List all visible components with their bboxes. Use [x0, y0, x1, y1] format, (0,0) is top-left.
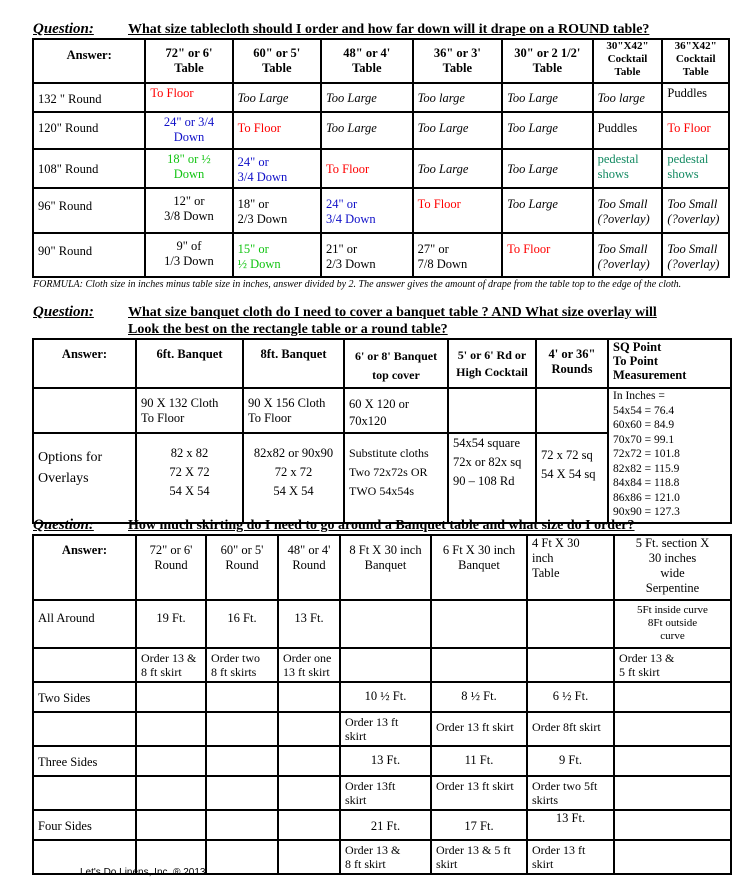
row-label-two-sides: Two Sides: [33, 682, 136, 712]
cell: Order 13 ft skirt: [527, 840, 614, 874]
question-label-2: Question:: [33, 304, 94, 320]
cell: 16 Ft.: [206, 600, 278, 648]
cell: 19 Ft.: [136, 600, 206, 648]
cell: [206, 682, 278, 712]
cell: [448, 388, 536, 433]
cell: [206, 776, 278, 810]
cell: [278, 810, 340, 840]
cell: Too large: [413, 83, 502, 112]
cell: Too Small (?overlay): [593, 188, 663, 233]
cell: [206, 840, 278, 874]
options-for-overlays-label: Options for Overlays: [33, 433, 136, 522]
cell: [136, 682, 206, 712]
cell: [614, 712, 731, 746]
question-label-3: Question:: [33, 517, 94, 533]
cell: Too large: [593, 83, 663, 112]
cell: 18" or ½ Down: [145, 149, 232, 188]
table-row: [33, 712, 731, 746]
cell: Order 13ft skirt: [340, 776, 431, 810]
header-banquet-top-cover: 6' or 8' Banquet top cover: [344, 339, 448, 388]
row-label-three-sides: Three Sides: [33, 746, 136, 776]
cell: Substitute cloths Two 72x72s OR TWO 54x54s: [344, 433, 448, 522]
cell: [206, 712, 278, 746]
header-48-table: 48" or 4' Table: [321, 39, 413, 83]
cell: 6 ½ Ft.: [527, 682, 614, 712]
table-row: [33, 600, 731, 648]
header-8ft-banquet: 8 Ft X 30 inch Banquet: [340, 535, 431, 600]
cell: [278, 746, 340, 776]
cell: 5Ft inside curve 8Ft outside curve: [614, 600, 731, 648]
cell: [278, 776, 340, 810]
question-text-1: What size tablecloth should I order and how far down will it drape on a ROUND table?: [128, 22, 650, 37]
header-60-table: 60" or 5' Table: [233, 39, 321, 83]
row-label-132: 132 " Round: [33, 83, 145, 112]
cell: 21 Ft.: [340, 810, 431, 840]
question-text-2a: What size banquet cloth do I need to cover a banquet table ? AND What size overlay will: [128, 305, 657, 320]
cell: Too Large: [502, 83, 593, 112]
cell: To Floor: [145, 83, 232, 112]
formula-note: FORMULA: Cloth size in inches minus table size in inches, answer divided by 2. The answer gives the amount of drape from the table top to the edge of the cloth.: [33, 279, 682, 290]
cell: Order 13 ft skirt: [431, 712, 527, 746]
cell: Order 13 & 8 ft skirt: [136, 648, 206, 682]
cell: 13 Ft.: [340, 746, 431, 776]
cell: [340, 600, 431, 648]
cell: Order 13 ft skirt: [340, 712, 431, 746]
cell: 60 X 120 or 70x120: [344, 388, 448, 433]
cell: Order one 13 ft skirt: [278, 648, 340, 682]
header-rd-high-cocktail: 5' or 6' Rd or High Cocktail: [448, 339, 536, 388]
table-row: [33, 746, 731, 776]
cell: Too Large: [502, 112, 593, 149]
cell: Order 13 & 5 ft skirt: [614, 648, 731, 682]
question-label-1: Question:: [33, 21, 94, 37]
empty-cell: [33, 648, 136, 682]
cell: Too Large: [502, 188, 593, 233]
header-4ft-rounds: 4' or 36" Rounds: [536, 339, 608, 388]
cell: [136, 776, 206, 810]
row-label-all-around: All Around: [33, 600, 136, 648]
cell: [614, 840, 731, 874]
cell: [614, 810, 731, 840]
cell: Too Small (?overlay): [593, 233, 663, 277]
header-serpentine: 5 Ft. section X 30 inches wide Serpentine: [614, 535, 731, 600]
cell: [206, 746, 278, 776]
question-text-2b: Look the best on the rectangle table or a round table?: [128, 322, 448, 337]
cell: 24" or 3/4 Down: [321, 188, 413, 233]
cell: 82x82 or 90x90 72 x 72 54 X 54: [243, 433, 344, 522]
cell: To Floor: [662, 112, 729, 149]
cell: Too Large: [321, 112, 413, 149]
header-60-round: 60" or 5' Round: [206, 535, 278, 600]
header-8ft-banquet: 8ft. Banquet: [243, 339, 344, 388]
banquet-cloth-chart: [32, 338, 732, 524]
cell: [278, 682, 340, 712]
empty-cell: [33, 712, 136, 746]
header-36-table: 36" or 3' Table: [413, 39, 502, 83]
cell: [614, 746, 731, 776]
table-row: [33, 776, 731, 810]
cell: 17 Ft.: [431, 810, 527, 840]
cell: pedestal shows: [662, 149, 729, 188]
round-table-chart: [32, 38, 730, 278]
cell: 21" or 2/3 Down: [321, 233, 413, 277]
cell: [136, 746, 206, 776]
cell: 72 x 72 sq 54 X 54 sq: [536, 433, 608, 522]
header-30-table: 30" or 2 1/2' Table: [502, 39, 593, 83]
cell: 54x54 square 72x or 82x sq 90 – 108 Rd: [448, 433, 536, 522]
cell: [614, 682, 731, 712]
sq-point-measurements: In Inches = 54x54 = 76.4 60x60 = 84.9 70x70 = 99.1 72x72 = 101.8 82x82 = 115.9 84x84 = 118.8 86x86 = 121.0 90x90 = 127.3: [608, 388, 731, 523]
table-row: [33, 112, 729, 149]
header-sq-point-measurement: SQ Point To Point Measurement: [608, 339, 731, 388]
cell: pedestal shows: [593, 149, 663, 188]
header-6ft-banquet: 6 Ft X 30 inch Banquet: [431, 535, 527, 600]
cell: Order 13 ft skirt: [431, 776, 527, 810]
row-label-four-sides: Four Sides: [33, 810, 136, 840]
cell: 24" or 3/4 Down: [145, 112, 232, 149]
cell: Too Large: [321, 83, 413, 112]
empty-cell: [33, 388, 136, 433]
cell: 15" or ½ Down: [233, 233, 321, 277]
cell: Order two 8 ft skirts: [206, 648, 278, 682]
question-text-3: How much skirting do I need to go around a Banquet table and what size do I order?: [128, 518, 635, 533]
cell: [536, 388, 608, 433]
cell: Order 13 & 5 ft skirt: [431, 840, 527, 874]
cell: 11 Ft.: [431, 746, 527, 776]
header-30x42-cocktail: 30"X42" Cocktail Table: [593, 39, 663, 83]
answer-label-2: Answer:: [33, 339, 136, 388]
cell: 27" or 7/8 Down: [413, 233, 502, 277]
cell: 10 ½ Ft.: [340, 682, 431, 712]
table-row: [33, 648, 731, 682]
header-36x42-cocktail: 36"X42" Cocktail Table: [662, 39, 729, 83]
cell: To Floor: [233, 112, 321, 149]
cell: Too Large: [233, 83, 321, 112]
cell: 9" of 1/3 Down: [145, 233, 232, 277]
header-72-round: 72" or 6' Round: [136, 535, 206, 600]
footer-copyright: Let's Do Linens, Inc. ® 2013: [80, 867, 206, 878]
cell: [278, 712, 340, 746]
empty-cell: [33, 776, 136, 810]
table-row: [33, 388, 731, 433]
row-label-90: 90" Round: [33, 233, 145, 277]
cell: 9 Ft.: [527, 746, 614, 776]
answer-label-3: Answer:: [33, 535, 136, 600]
cell: 82 x 82 72 X 72 54 X 54: [136, 433, 243, 522]
row-label-120: 120" Round: [33, 112, 145, 149]
cell: [136, 810, 206, 840]
cell: [278, 840, 340, 874]
cell: To Floor: [413, 188, 502, 233]
cell: Too Small (?overlay): [662, 188, 729, 233]
cell: 13 Ft.: [527, 810, 614, 840]
table-row: [33, 682, 731, 712]
cell: 24" or 3/4 Down: [233, 149, 321, 188]
cell: Too Large: [502, 149, 593, 188]
row-label-108: 108" Round: [33, 149, 145, 188]
cell: [614, 776, 731, 810]
cell: Too Large: [413, 112, 502, 149]
cell: Order 13 & 8 ft skirt: [340, 840, 431, 874]
cell: To Floor: [502, 233, 593, 277]
cell: [527, 600, 614, 648]
cell: Puddles: [593, 112, 663, 149]
cell: 8 ½ Ft.: [431, 682, 527, 712]
cell: Order 8ft skirt: [527, 712, 614, 746]
table-row: [33, 149, 729, 188]
cell: Puddles: [662, 83, 729, 112]
cell: To Floor: [321, 149, 413, 188]
cell: [431, 648, 527, 682]
cell: 13 Ft.: [278, 600, 340, 648]
header-48-round: 48" or 4' Round: [278, 535, 340, 600]
cell: 90 X 156 Cloth To Floor: [243, 388, 344, 433]
table-row: [33, 188, 729, 233]
cell: 12" or 3/8 Down: [145, 188, 232, 233]
header-72-table: 72" or 6' Table: [145, 39, 232, 83]
cell: [206, 810, 278, 840]
cell: 90 X 132 Cloth To Floor: [136, 388, 243, 433]
row-label-96: 96" Round: [33, 188, 145, 233]
cell: 18" or 2/3 Down: [233, 188, 321, 233]
table-row: [33, 810, 731, 840]
header-6ft-banquet: 6ft. Banquet: [136, 339, 243, 388]
cell: Too Small (?overlay): [662, 233, 729, 277]
cell: Too Large: [413, 149, 502, 188]
cell: Order two 5ft skirts: [527, 776, 614, 810]
table-row: [33, 83, 729, 112]
table-row: [33, 233, 729, 277]
answer-label-1: Answer:: [33, 39, 145, 83]
header-4ft-table: 4 Ft X 30 inch Table: [527, 535, 614, 600]
cell: [431, 600, 527, 648]
skirting-chart: [32, 534, 732, 875]
cell: [527, 648, 614, 682]
cell: [136, 712, 206, 746]
cell: [340, 648, 431, 682]
